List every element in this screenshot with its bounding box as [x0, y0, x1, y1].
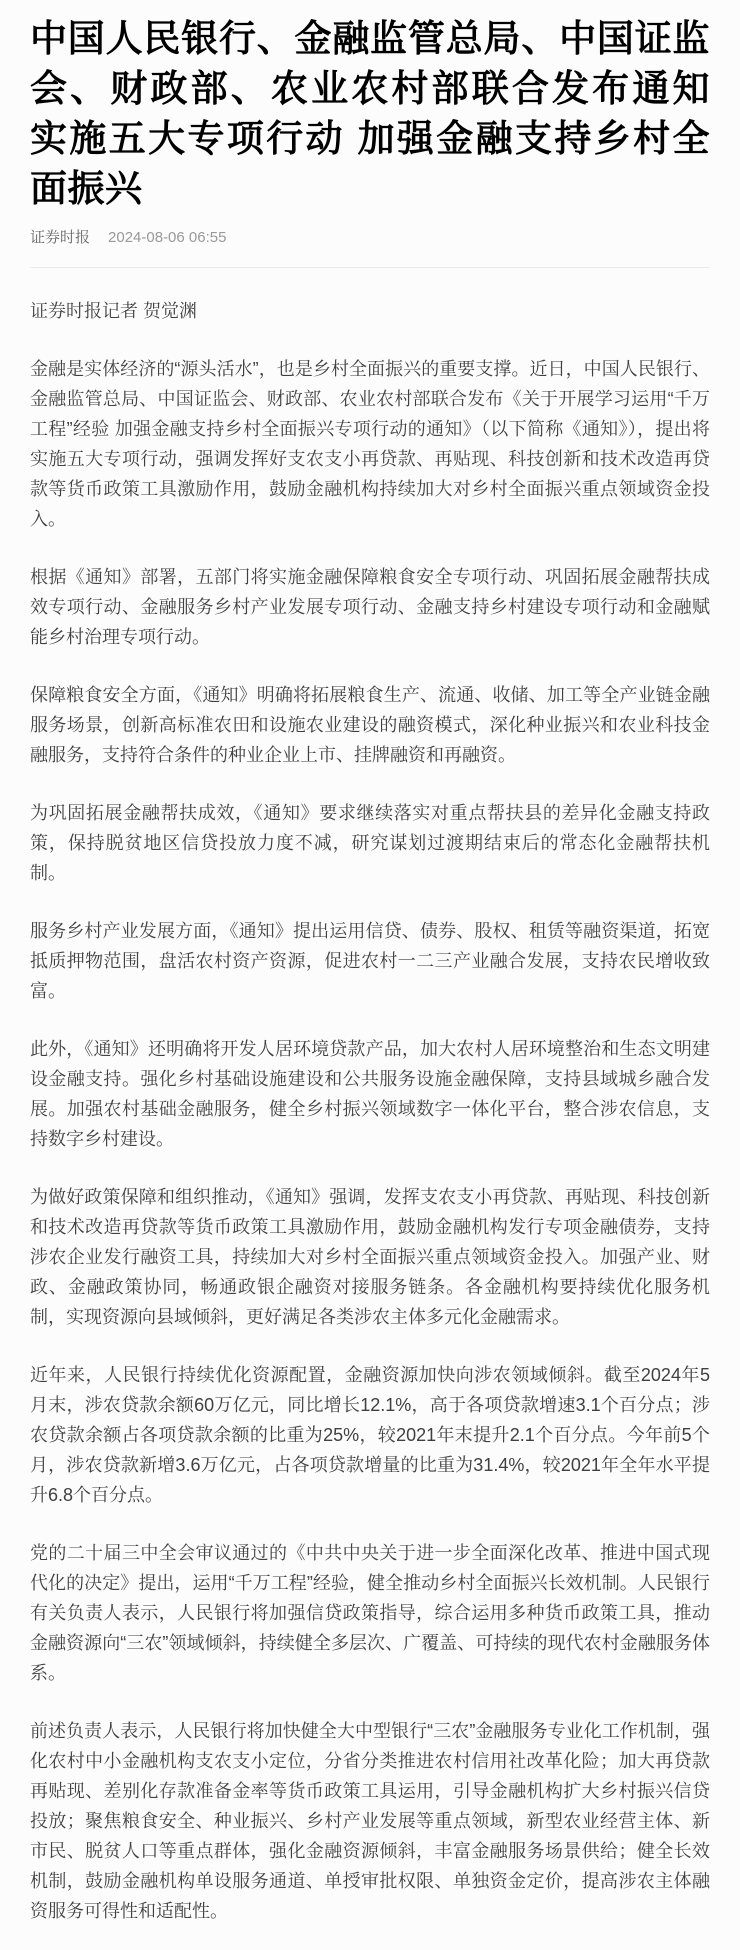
- article-paragraph: 近年来，人民银行持续优化资源配置，金融资源加快向涉农领域倾斜。截至2024年5月末，涉农贷款余额60万亿元，同比增长12.1%，高于各项贷款增速3.1个百分点；涉农贷款余额占各项贷款余额的比重为25%，较2021年末提升2.1个百分点。今年前5个月，涉农贷款新增3.6万亿元，占各项贷款增量的比重为31.4%，较2021年全年水平提升6.8个百分点。: [30, 1365, 710, 1505]
- header-divider: [30, 267, 710, 268]
- article-paragraph: 党的二十届三中全会审议通过的《中共中央关于进一步全面深化改革、推进中国式现代化的决定》提出，运用“千万工程”经验，健全推动乡村全面振兴长效机制。人民银行有关负责人表示，人民银行将加强信贷政策指导，综合运用多种货币政策工具，推动金融资源向“三农”领域倾斜，持续健全多层次、广覆盖、可持续的现代农村金融服务体系。: [30, 1543, 710, 1683]
- article-paragraph: 为巩固拓展金融帮扶成效，《通知》要求继续落实对重点帮扶县的差异化金融支持政策，保持脱贫地区信贷投放力度不减，研究谋划过渡期结束后的常态化金融帮扶机制。: [30, 803, 710, 883]
- article-title: 中国人民银行、金融监管总局、中国证监会、财政部、农业农村部联合发布通知 实施五大专项行动 加强金融支持乡村全面振兴: [30, 18, 710, 209]
- article-paragraph: 金融是实体经济的“源头活水”，也是乡村全面振兴的重要支撑。近日，中国人民银行、金融监管总局、中国证监会、财政部、农业农村部联合发布《关于开展学习运用“千万工程”经验 加强金融支持乡村全面振兴专项行动的通知》（以下简称《通知》），提出将实施五大专项行动，强调发挥好支农支小再贷款、再贴现、科技创新和技术改造再贷款等货币政策工具激励作用，鼓励金融机构持续加大对乡村全面振兴重点领域资金投入。: [30, 359, 710, 529]
- article-paragraph: 此外，《通知》还明确将开发人居环境贷款产品，加大农村人居环境整治和生态文明建设金融支持。强化乡村基础设施建设和公共服务设施金融保障，支持县域城乡融合发展。加强农村基础金融服务，健全乡村振兴领域数字一体化平台，整合涉农信息，支持数字乡村建设。: [30, 1039, 710, 1149]
- article-paragraph: 前述负责人表示，人民银行将加快健全大中型银行“三农”金融服务专业化工作机制，强化农村中小金融机构支农支小定位，分省分类推进农村信用社改革化险；加大再贷款再贴现、差别化存款准备金率等货币政策工具运用，引导金融机构扩大乡村振兴信贷投放；聚焦粮食安全、种业振兴、乡村产业发展等重点领域，新型农业经营主体、新市民、脱贫人口等重点群体，强化金融资源倾斜，丰富金融服务场景供给；健全长效机制，鼓励金融机构单设服务通道、单授审批权限、单独资金定价，提高涉农主体融资服务可得性和适配性。: [30, 1721, 710, 1921]
- article-paragraph: 为做好政策保障和组织推动，《通知》强调，发挥支农支小再贷款、再贴现、科技创新和技术改造再贷款等货币政策工具激励作用，鼓励金融机构发行专项金融债券，支持涉农企业发行融资工具，持续加大对乡村全面振兴重点领域资金投入。加强产业、财政、金融政策协同，畅通政银企融资对接服务链条。各金融机构要持续优化服务机制，实现资源向县域倾斜，更好满足各类涉农主体多元化金融需求。: [30, 1187, 710, 1327]
- source-name: 证券时报: [30, 229, 91, 246]
- article-paragraph: 服务乡村产业发展方面，《通知》提出运用信贷、债券、股权、租赁等融资渠道，拓宽抵质押物范围，盘活农村资产资源，促进农村一二三产业融合发展，支持农民增收致富。: [30, 921, 710, 1001]
- article-meta: [30, 228, 710, 248]
- article-paragraph: 根据《通知》部署，五部门将实施金融保障粮食安全专项行动、巩固拓展金融帮扶成效专项行动、金融服务乡村产业发展专项行动、金融支持乡村建设专项行动和金融赋能乡村治理专项行动。: [30, 567, 710, 647]
- article-body: [30, 296, 710, 1926]
- byline: 证券时报记者 贺觉渊: [30, 301, 198, 321]
- publish-timestamp: 2024-08-06 06:55: [108, 229, 227, 246]
- article-paragraph: 保障粮食安全方面，《通知》明确将拓展粮食生产、流通、收储、加工等全产业链金融服务场景，创新高标准农田和设施农业建设的融资模式，深化种业振兴和农业科技金融服务，支持符合条件的种业企业上市、挂牌融资和再融资。: [30, 685, 710, 765]
